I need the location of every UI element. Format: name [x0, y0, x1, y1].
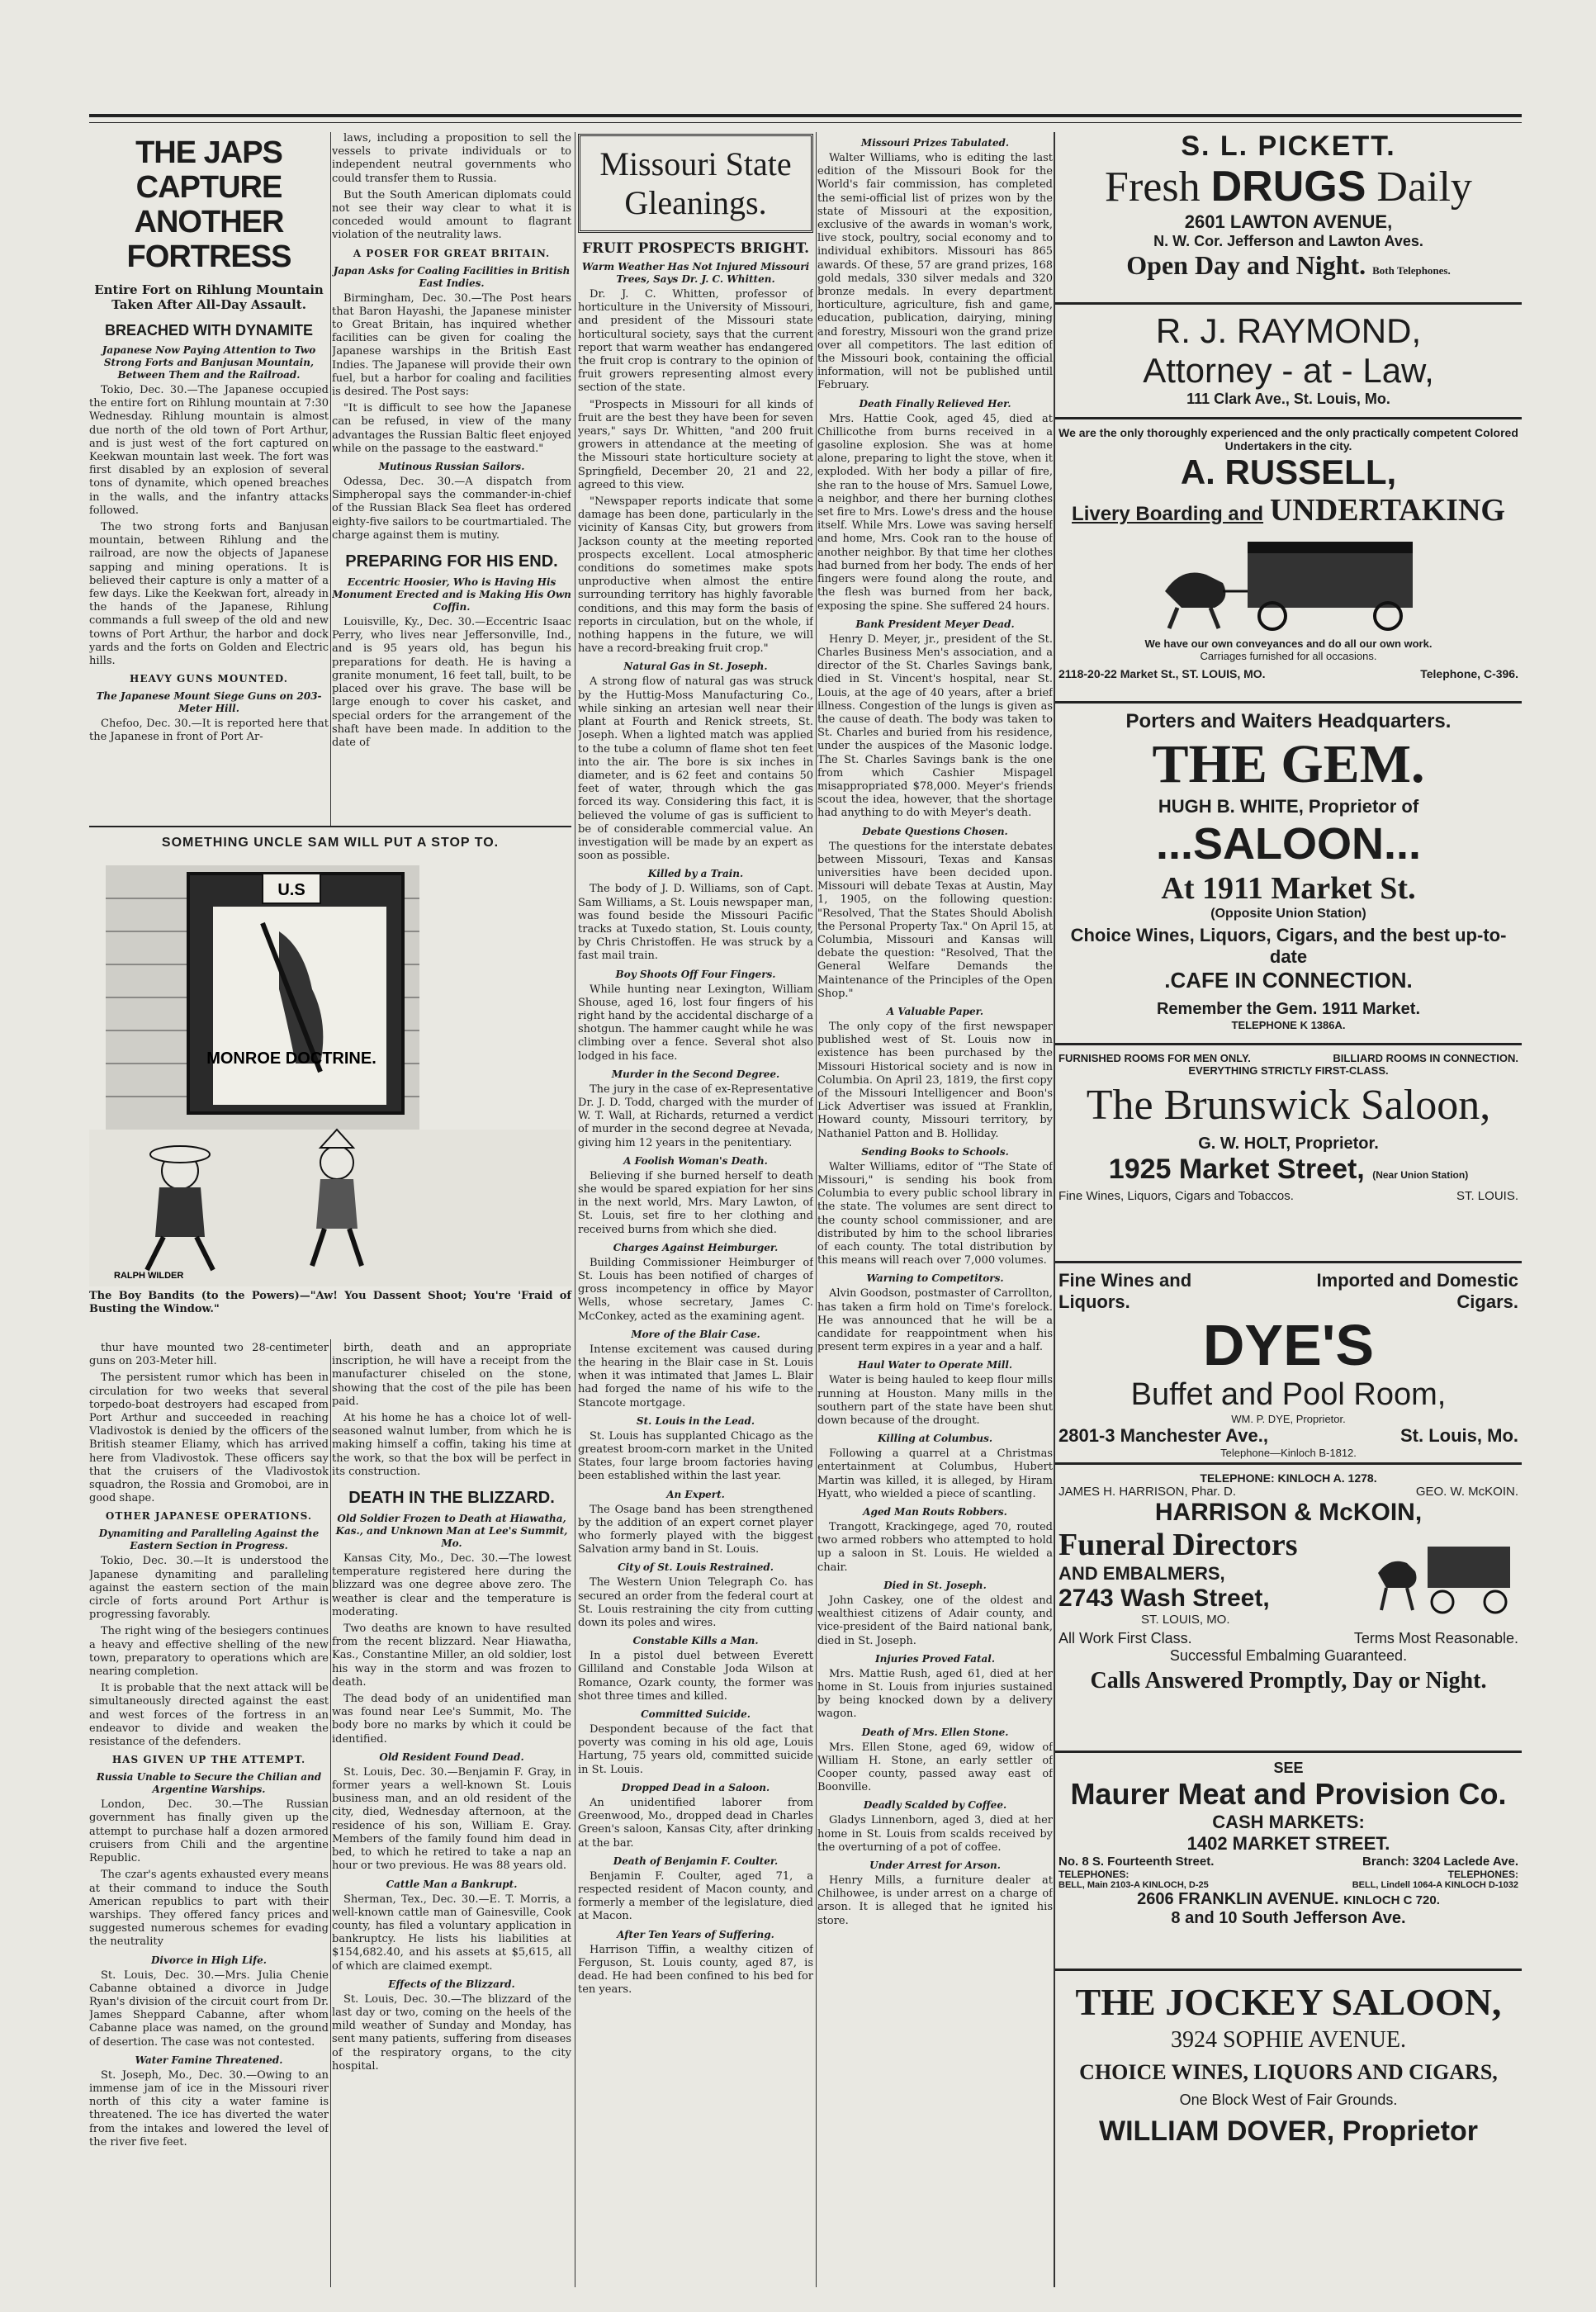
hm-right: GEO. W. McKOIN.	[1415, 1485, 1518, 1499]
gem-telephone: TELEPHONE K 1386A.	[1231, 1019, 1346, 1031]
maurer-kinloch: KINLOCH C 720.	[1343, 1893, 1440, 1907]
paragraph: The only copy of the first newspaper published west of St. Louis now in existence has been purchased by the Missouri Historical society and is now in Columbia. On April 23, 1819, the first copy of the Missouri Intelligencer and Boon's Lick Advertiser was issued at Franklin, Howard county, Missouri territory, by Nathaniel Patton and B. Holliday.	[817, 1020, 1053, 1140]
subhead-tiffin: After Ten Years of Suffering.	[617, 1928, 774, 1940]
paragraph: Sherman, Tex., Dec. 30.—E. T. Morris, a well-known cattle man of Gainesville, Cook county, has filed a voluntary application in bankruptcy. He lists his liabilities at $154,682.40, and his assets at $5,615, all of which are claimed exempt.	[332, 1893, 571, 1973]
gem-remember: Remember the Gem. 1911 Market.	[1156, 1000, 1421, 1018]
ad-pickett	[1055, 124, 1522, 305]
hm-successful: Successful Embalming Guaranteed.	[1169, 1647, 1408, 1664]
maurer-bell-1: BELL, Main 2103-A KINLOCH, D-25	[1058, 1880, 1209, 1890]
pickett-name: S. L. PICKETT.	[1181, 130, 1396, 162]
raymond-title: Attorney - at - Law,	[1143, 351, 1434, 390]
paragraph: The questions for the interstate debates between Missouri, Texas and Kansas universities have been decided upon. Missouri will debate Texas at Austin, May 1, 1905, on the following question: "Resolved, That the States Should Abolish the Personal Property Tax." On April 15, at Columbia, Missouri and Kansas will debate the question: "Resolved, That the General Welfare Demands the Maintenance of the Principles of the Open Shop."	[817, 840, 1053, 1000]
gem-opposite: (Opposite Union Station)	[1210, 907, 1366, 921]
hm-name: HARRISON & McKOIN,	[1154, 1499, 1423, 1526]
russell-bottom-row	[1058, 667, 1518, 680]
headline-japs: THE JAPS CAPTURE ANOTHER FORTRESS	[126, 135, 291, 274]
column-2	[332, 132, 571, 822]
paragraph: Tokio, Dec. 30.—It is understood the Japanese dynamiting and paralleling against the eastern section of the main circle of forts around Port Arthur is progressing favorably.	[89, 1555, 329, 1622]
hm-funeral: Funeral Directors	[1058, 1528, 1298, 1562]
subhead-foolish: A Foolish Woman's Death.	[623, 1154, 768, 1167]
column-3a	[578, 132, 813, 2287]
paragraph: The two strong forts and Banjusan mountain, between Rihlung and the railroad, are now the objects of Japanese sapping and mining operations. It is believed their capture is only a matter of a few days. Like the Keekwan fort, already in the hands of the Japanese, Rihlung commands a full sweep of the old and new towns of Port Arthur, the harbor and dock yards and the forts on Golden and Electric hills.	[89, 521, 329, 668]
russell-carriages: Carriages furnished for all occasions.	[1200, 650, 1377, 662]
subhead-mutinous: Mutinous Russian Sailors.	[378, 461, 525, 473]
hearse-illustration	[1132, 533, 1446, 632]
cartoon-caption: The Boy Bandits (to the Powers)—"Aw! You Dassent Shoot; You're 'Fraid of Busting the Window."	[89, 1290, 571, 1315]
deck-dynamiting: Dynamiting and Paralleling Against the Eastern Section in Progress.	[98, 1528, 320, 1552]
paragraph: Harrison Tiffin, a wealthy citizen of Ferguson, St. Louis county, aged 87, is dead. He had been confined to his bed for ten years.	[578, 1943, 813, 1997]
maurer-bell-2: BELL, Lindell 1064-A KINLOCH D-1032	[1352, 1880, 1518, 1890]
paragraph: birth, death and an appropriate inscription, he will have a receipt from the manufacturer chiseled on the stone, showing that the cost of the pile has been paid.	[332, 1342, 571, 1408]
paragraph: Trangott, Krackingege, aged 70, routed two armed robbers who attempted to hold up a saloon in St. Louis. He wielded a chair.	[817, 1521, 1053, 1574]
top-rule-thin	[89, 122, 1522, 123]
paragraph: A strong flow of natural gas was struck by the Huttig-Moss Manufacturing Co., while sinking an artesian well near their plant at Fourth and Renick streets, St. Joseph. When a lighted match was applied to the tube a column of flame shot ten feet into the air. The bore is six inches in diameter, and is 62 feet and contains 50 feet of water, through which the gas forced its way. Considering this fact, it is believed the volume of gas is sufficient to be of considerable commercial value. An investigation will be made by an expert as soon as possible.	[578, 675, 813, 863]
subhead-constable: Constable Kills a Man.	[632, 1635, 759, 1647]
top-rule-thick	[89, 114, 1522, 117]
russell-own: We have our own conveyances and do all our own work.	[1144, 637, 1433, 650]
subhead-effects: Effects of the Blizzard.	[388, 1978, 515, 1990]
hm-city: ST. LOUIS, MO.	[1141, 1613, 1230, 1627]
column-1-lower	[89, 1342, 329, 2287]
brunswick-fine: Fine Wines, Liquors, Cigars and Tobaccos.	[1058, 1189, 1294, 1203]
maurer-name: Maurer Meat and Provision Co.	[1070, 1777, 1507, 1811]
maurer-tel-2: TELEPHONES:	[1447, 1869, 1518, 1880]
paragraph: John Caskey, one of the oldest and wealthiest citizens of Adair county, and vice-president of the Baird national bank, died in St. Joseph.	[817, 1594, 1053, 1647]
paragraph: Birmingham, Dec. 30.—The Post hears that Baron Hayashi, the Japanese minister to Great Britain, has inquired whether facilities can be given for coaling the Japanese warships in the British East Indies. The Japanese will provide their own fuel, but a harbor for coaling and facilities is desired. The Post says:	[332, 291, 571, 399]
deck-whitten: Warm Weather Has Not Injured Missouri Trees, Says Dr. J. C. Whitten.	[581, 261, 810, 285]
ad-raymond	[1055, 305, 1522, 419]
paragraph: "Newspaper reports indicate that some damage has been done, particularly in the vicinity of Kansas City, but growers from Jackson county at the meeting reported prospects excellent. Local atmospheric conditions do sometimes make spots unproductive when almost the entire surrounding territory has highly favorable conditions, and this may form the basis of reports in circulation, but on the whole, if nothing happens in the future, we will have a record-breaking fruit crop."	[578, 495, 813, 656]
paragraph: Louisville, Ky., Dec. 30.—Eccentric Isaac Perry, who lives near Jeffersonville, Ind., and is 95 years old, has begun his preparations for death. He is having a granite monument, 16 feet tall, built, to be placed over his grave. The base will be large enough to cover his casket, and special orders for the arrangement of the shaft have been made. In addition to the date of	[332, 616, 571, 749]
paragraph: St. Louis, Dec. 30.—Mrs. Julia Chenie Cabanne obtained a divorce in Judge Ryan's division of the circuit court from Dr. James Sheppard Cabanne, after whom Cabanne place was named, on the ground of desertion. The case was not contested.	[89, 1969, 329, 2049]
paragraph: Mrs. Hattie Cook, aged 45, died at Chillicothe from burns received in a gasoline explosion. She was at home alone, preparing to light the stove, when it exploded. With her body a pillar of fire, she ran to the house of Mrs. Samuel Lowe, a neighbor, and there her burning clothes set fire to Mrs. Lowe's dress and the house itself. While Mrs. Lowe was saving herself and home, Mrs. Cook ran to the house of another neighbor. By that time her clothes had burned from her body. The ends of her fingers were found along the route, and the flesh was burned from her back, exposing the spine. She suffered 24 hours.	[817, 412, 1053, 613]
raymond-address: 111 Clark Ave., St. Louis, Mo.	[1186, 391, 1390, 407]
hm-address: 2743 Wash Street,	[1058, 1585, 1270, 1612]
dye-telephone: Telephone—Kinloch B-1812.	[1220, 1447, 1357, 1459]
russell-undertaking: UNDERTAKING	[1269, 493, 1505, 528]
paragraph: At his home he has a choice lot of well-seasoned walnut lumber, from which he is making himself a coffin, taking his time at the work, so that the box will be perfect in its construction.	[332, 1412, 571, 1478]
subhead-poser: A POSER FOR GREAT BRITAIN.	[353, 247, 551, 259]
ad-jockey	[1055, 1971, 1522, 2191]
subhead-lead: St. Louis in the Lead.	[636, 1414, 755, 1427]
subhead-water: Water Famine Threatened.	[135, 2054, 283, 2066]
paragraph: In a pistol duel between Everett Gilliland and Constable Joda Wilson at Romance, Ozark county, the former was shot three times and killed.	[578, 1650, 813, 1703]
maurer-tel-row	[1058, 1869, 1518, 1880]
masthead-gleanings: Missouri State Gleanings.	[578, 134, 813, 233]
raymond-name: R. J. RAYMOND,	[1155, 311, 1422, 350]
paragraph: Alvin Goodson, postmaster of Carrollton, has taken a firm hold on Time's forelock. He was announced that he will be a candidate for reappointment when his present term expires in a year and a half.	[817, 1287, 1053, 1354]
paragraph: It is probable that the next attack will be simultaneously directed against the east and west forces of the fortress in an endeavor to divide and weaken the resistance of the defenders.	[89, 1682, 329, 1749]
maurer-franklin-row	[1058, 1890, 1518, 1909]
jockey-name: THE JOCKEY SALOON,	[1075, 1981, 1502, 2023]
sign-text: U.S	[277, 881, 305, 899]
subhead-haul: Haul Water to Operate Mill.	[857, 1359, 1013, 1372]
subhead-murder: Murder in the Second Degree.	[611, 1068, 780, 1080]
hm-left: JAMES H. HARRISON, Phar. D.	[1058, 1485, 1237, 1499]
paragraph: Gladys Linnenborn, aged 3, died at her home in St. Louis from scalds received by the overturning of a pot of coffee.	[817, 1814, 1053, 1854]
paragraph: Two deaths are known to have resulted from the recent blizzard. Near Hiawatha, Kas., Constantine Miller, an old soldier, lost his way in the storm and was frozen to death.	[332, 1623, 571, 1689]
paragraph: An unidentified laborer from Greenwood, Mo., dropped dead in Charles Green's saloon, Kansas City, after drinking at the bar.	[578, 1796, 813, 1850]
jockey-proprietor: WILLIAM DOVER, Proprietor	[1099, 2115, 1478, 2147]
pickett-fresh: Fresh	[1105, 163, 1201, 211]
maurer-address-1: 1402 MARKET STREET.	[1186, 1833, 1390, 1854]
paragraph: Walter Williams, editor of "The State of Missouri," is sending his book from Columbia to every public school library in the state. The volumes are sent direct to the county school commissioner, and are distributed by him to the school libraries of each county. The total distribution by this means will reach over 7,000 volumes.	[817, 1160, 1053, 1267]
subhead-fruit: FRUIT PROSPECTS BRIGHT.	[581, 240, 810, 257]
paragraph: Odessa, Dec. 30.—A dispatch from Simpheropal says the commander-in-chief of the Russian Black Sea fleet has ordered eighty-five sailors to be courtmartialed. The charge against them is mutiny.	[332, 476, 571, 542]
brunswick-rooms	[1058, 1052, 1518, 1064]
hm-calls: Calls Answered Promptly, Day or Night.	[1090, 1668, 1487, 1694]
subhead-robbers: Aged Man Routs Robbers.	[863, 1506, 1007, 1518]
funeral-carriage-illustration	[1370, 1532, 1518, 1623]
dye-address-row	[1058, 1425, 1518, 1447]
subhead-charges: Charges Against Heimburger.	[613, 1241, 779, 1253]
subhead-meyer: Bank President Meyer Dead.	[855, 618, 1015, 630]
subhead-cattle: Cattle Man a Bankrupt.	[386, 1878, 518, 1890]
paragraph: "It is difficult to see how the Japanese can be refused, in view of the many advantages the Russian Baltic fleet enjoyed while on the passage to the eastward."	[332, 402, 571, 455]
deck-coaling: Japan Asks for Coaling Facilities in British East Indies.	[333, 264, 571, 289]
pickett-open-row	[1058, 250, 1518, 281]
paragraph: St. Louis, Dec. 30.—Benjamin F. Gray, in former years a well-known St. Louis business man, and an old resident of the city, died, Wednesday afternoon, at the residence of his son, William E. Gray. Members of the family found him dead in bed, to which he retired to take a nap an hour or two previous. He was 88 years old.	[332, 1765, 571, 1873]
subhead-joseph: Died in St. Joseph.	[883, 1579, 987, 1591]
brunswick-furnished: FURNISHED ROOMS FOR MEN ONLY.	[1058, 1052, 1251, 1064]
paragraph: Believing if she burned herself to death she would be spared expiation for her sins in the next world, Mrs. Mary Lawton, of St. Louis, set fire to her clothing and received burns from which she died.	[578, 1169, 813, 1236]
sign-plate	[263, 874, 320, 903]
gem-cafe: .CAFE IN CONNECTION.	[1164, 968, 1413, 993]
subhead-fatal: Injuries Proved Fatal.	[874, 1652, 996, 1665]
dye-address: 2801-3 Manchester Ave.,	[1058, 1425, 1268, 1446]
window-text: MONROE DOCTRINE.	[206, 1049, 377, 1068]
ad-maurer	[1055, 1753, 1522, 1971]
paragraph: Intense excitement was caused during the hearing in the Blair case in St. Louis when it was intimated that James L. Blair had forged the name of his wife to the Stancote mortgage.	[578, 1343, 813, 1409]
window-text-line	[206, 1049, 377, 1068]
pickett-fresh-drugs-daily	[1058, 163, 1518, 211]
jockey-choice: CHOICE WINES, LIQUORS AND CIGARS,	[1079, 2060, 1498, 2084]
paragraph: But the South American diplomats could not see their way clear to what it is conceded would amount to flagrant violation of the neutrality laws.	[332, 188, 571, 242]
dye-fine: Fine Wines and Liquors.	[1058, 1270, 1192, 1312]
subhead-books: Sending Books to Schools.	[861, 1145, 1009, 1158]
paragraph: thur have mounted two 28-centimeter guns on 203-Meter hill.	[89, 1342, 329, 1368]
column-3	[578, 132, 1053, 2287]
deck-rihlung: Entire Fort on Rihlung Mountain Taken After All-Day Assault.	[94, 282, 324, 312]
maurer-tel-1: TELEPHONES:	[1058, 1869, 1130, 1880]
deck-frozen: Old Soldier Frozen to Death at Hiawatha, Kas., and Unknown Man at Lee's Summit, Mo.	[335, 1513, 568, 1550]
deck-banjusan: Japanese Now Paying Attention to Two Strong Forts and Banjusan Mountain, Between Them and the Railroad.	[102, 344, 316, 381]
paragraph: Tokio, Dec. 30.—The Japanese occupied the entire fort on Rihlung mountain at 7:30 Wednesday. Rihlung mountain is almost due north of the old town of Port Arthur, and is just west of the fort captured on Keekwan mountain last week. The fort was first disabled by an explosion of several tons of dynamite, which opened breaches in the walls, and the infantry attacks followed.	[89, 384, 329, 517]
subhead-paper: A Valuable Paper.	[886, 1005, 984, 1017]
brunswick-name: The Brunswick Saloon,	[1086, 1082, 1491, 1129]
pickett-daily: Daily	[1376, 163, 1472, 211]
dye-imported: Imported and Domestic Cigars.	[1316, 1270, 1518, 1312]
gem-proprietor: HUGH B. WHITE, Proprietor of	[1158, 796, 1419, 817]
hm-work-row	[1058, 1630, 1518, 1647]
paragraph: The body of J. D. Williams, son of Capt. Sam Williams, a St. Louis newspaper man, was found beside the Missouri Pacific tracks at Tuxedo station, St. Louis county, by Chris Christoffen. He was struck by a fast mail train.	[578, 883, 813, 963]
column-3b	[817, 132, 1053, 2287]
dye-city: St. Louis, Mo.	[1400, 1425, 1518, 1446]
dye-proprietor: WM. P. DYE, Proprietor.	[1231, 1413, 1346, 1425]
hm-embalmers: AND EMBALMERS,	[1058, 1563, 1225, 1584]
subhead-gas: Natural Gas in St. Joseph.	[623, 661, 768, 673]
paragraph: Dr. J. C. Whitten, professor of horticulture in the University of Missouri, and president of the Missouri state horticultural society, says that the current report that warm weather has endangered the fruit crop is contrary to the opinion of fruit growers representing almost every section of the state.	[578, 288, 813, 395]
ad-harrison-mckoin	[1055, 1465, 1522, 1753]
subhead-stone: Death of Mrs. Ellen Stone.	[861, 1726, 1009, 1738]
cartoon-block	[89, 826, 571, 1339]
gem-top: Porters and Waiters Headquarters.	[1125, 710, 1452, 732]
russell-livery-row	[1058, 492, 1518, 528]
deck-siege-guns: The Japanese Mount Siege Guns on 203-Meter Hill.	[96, 690, 322, 715]
paragraph: St. Joseph, Mo., Dec. 30.—Owing to an immense jam of ice in the Missouri river north of this city a water famine is threatened. The ice has diverted the water from the intakes and lowered the level of the river five feet.	[89, 2068, 329, 2149]
hm-body	[1058, 1527, 1518, 1627]
ad-russell	[1055, 419, 1522, 704]
russell-tagline: We are the only thoroughly experienced and the only practically competent Colored Undertakers in the city.	[1058, 426, 1518, 452]
maurer-see: SEE	[1273, 1760, 1304, 1776]
subhead-blair: More of the Blair Case.	[631, 1328, 760, 1340]
jockey-block: One Block West of Fair Grounds.	[1179, 2092, 1398, 2108]
paragraph: London, Dec. 30.—The Russian government has finally given up the attempt to purchase half a dozen armored cruisers from Chili and the argentine Republic.	[89, 1798, 329, 1865]
maurer-branch-row	[1058, 1855, 1518, 1869]
brunswick-bottom-row	[1058, 1189, 1518, 1203]
subhead-killing: Killing at Columbus.	[877, 1433, 993, 1445]
deck-hoosier: Eccentric Hoosier, Who is Having His Monument Erected and is Making His Own Coffin.	[332, 576, 571, 614]
russell-livery: Livery Boarding and	[1072, 503, 1264, 525]
subhead-given-up: HAS GIVEN UP THE ATTEMPT.	[111, 1754, 306, 1766]
maurer-south: 8 and 10 South Jefferson Ave.	[1171, 1909, 1406, 1927]
paragraph: "Prospects in Missouri for all kinds of fruit are the best they have been for seven years," says Dr. Whitten, "and 200 fruit growers in attendance at the meeting of the Missouri state horticulture society at Springfield, December 20, 21 and 22, agreed to this view.	[578, 398, 813, 491]
paragraph: The dead body of an unidentified man was found near Lee's Summit, Mo. The body bore no marks by which it could be identified.	[332, 1693, 571, 1746]
subhead-other-ops: OTHER JAPANESE OPERATIONS.	[105, 1510, 313, 1523]
maurer-franklin: 2606 FRANKLIN AVENUE.	[1137, 1890, 1339, 1908]
subhead-union: City of St. Louis Restrained.	[618, 1561, 774, 1574]
ad-brunswick	[1055, 1045, 1522, 1263]
pickett-corner: N. W. Cor. Jefferson and Lawton Aves.	[1153, 233, 1423, 249]
paragraph: Benjamin F. Coulter, aged 71, a respected resident of Macon county, and formerly a member of the legislature, died at Macon.	[578, 1869, 813, 1923]
subhead-old-resident: Old Resident Found Dead.	[379, 1751, 524, 1763]
gem-saloon: ...SALOON...	[1155, 819, 1422, 869]
subhead-divorce: Divorce in High Life.	[150, 1954, 267, 1966]
pickett-both: Both Telephones.	[1372, 264, 1451, 277]
paragraph: St. Louis has supplanted Chicago as the greatest broom-corn market in the United States, four large broom factories having been established within the last year.	[578, 1429, 813, 1483]
subhead-preparing: PREPARING FOR HIS END.	[345, 552, 558, 571]
paragraph: Following a quarrel at a Christmas entertainment at Columbus, Hubert Martin was killed, it is alleged, by Hiram Hyatt, who wielded a piece of scantling.	[817, 1447, 1053, 1500]
paragraph: Walter Williams, who is editing the last edition of the Missouri Book for the World's fair commission, has completed the semi-official list of prizes won by the state of Missouri at the exposition, exclusive of the awards in woman's work, live stock, poultry, social economy and to individual exhibitors. Missouri has 865 awards. Of these, 57 are grand prizes, 168 gold medals, 330 silver medals and 320 bronze medals. In every department horticulture, agriculture, fish and game, education, publication, dairying, mining and forestry, Missouri won the grand prize over all competitors. The last edition of the Missouri book, containing the official information, will not be published until February.	[817, 152, 1053, 392]
gem-choice: Choice Wines, Liquors, Cigars, and the best up-to-date	[1070, 925, 1507, 967]
hm-names-row	[1058, 1485, 1518, 1499]
paragraph: St. Louis, Dec. 30.—The blizzard of the last day or two, coming on the heels of the mild weather of Sunday and Monday, has sent many patients, suffering from diseases of the respiratory organs, to the city hospital.	[332, 1992, 571, 2073]
dye-buffet: Buffet and Pool Room,	[1130, 1377, 1447, 1412]
paragraph: Mrs. Mattie Rush, aged 61, died at her home in St. Louis from injuries sustained by being knocked down by a delivery wagon.	[817, 1667, 1053, 1721]
subhead-suicide: Committed Suicide.	[641, 1708, 751, 1721]
deck-dynamite: BREACHED WITH DYNAMITE	[105, 322, 313, 339]
subhead-train: Killed by a Train.	[647, 868, 744, 880]
hm-text	[1058, 1527, 1298, 1627]
subhead-arson: Under Arrest for Arson.	[869, 1859, 1001, 1871]
russell-name: A. RUSSELL,	[1180, 452, 1397, 491]
dye-top-row	[1058, 1270, 1518, 1313]
paragraph: Kansas City, Mo., Dec. 30.—The lowest temperature registered here during the blizzard was one degree above zero. The weather is clear and the temperature is moderating.	[332, 1552, 571, 1618]
subhead-boy: Boy Shoots Off Four Fingers.	[615, 968, 776, 980]
subhead-coffee: Deadly Scalded by Coffee.	[863, 1799, 1007, 1812]
paragraph: The persistent rumor which has been in circulation for two weeks that several torpedo-boat destroyers had escaped from Port Arthur and succeeded in reaching Vladivostok is denied by the officers of the British steamer Eliamy, which has arrived here from Vladivostok. These officers say that the cruisers of the Vladivostok squadron, the Rossia and Gromoboi, are in good shape.	[89, 1372, 329, 1505]
paragraph: The czar's agents exhausted every means at their command to induce the South American republics to part with their warships. They offered fancy prices and suggested numerous schemes for evading the neutrality	[89, 1869, 329, 1949]
deck-chilian: Russia Unable to Secure the Chilian and Argentine Warships.	[96, 1771, 322, 1796]
paragraph: Building Commissioner Heimburger of St. Louis has been notified of charges of gross incompetency in office by Mayor Wells, whose secretary, James C. McConkey, acted as the examining agent.	[578, 1256, 813, 1323]
brunswick-near: (Near Union Station)	[1372, 1169, 1469, 1181]
dye-name: DYE'S	[1202, 1313, 1375, 1377]
hm-terms: Terms Most Reasonable.	[1353, 1630, 1518, 1646]
subhead-warning: Warning to Competitors.	[866, 1272, 1004, 1285]
brunswick-billiard: BILLIARD ROOMS IN CONNECTION.	[1333, 1052, 1518, 1064]
brunswick-address: 1925 Market Street,	[1108, 1154, 1365, 1185]
subhead-debate: Debate Questions Chosen.	[862, 825, 1008, 837]
russell-address: 2118-20-22 Market St., ST. LOUIS, MO.	[1058, 667, 1266, 680]
paragraph: The jury in the case of ex-Representative Dr. J. D. Todd, charged with the murder of W. T. Wall, at Richards, returned a verdict of murder in the second degree at Nevada, giving him 12 years in the penitentiary.	[578, 1083, 813, 1149]
gem-name: THE GEM.	[1152, 734, 1425, 794]
paragraph: While hunting near Lexington, William Shouse, aged 16, lost four fingers of his right hand by the accidental discharge of a shotgun. The hammer caught while he was climbing over a fence. Several shot also lodged in his face.	[578, 983, 813, 1063]
pickett-drugs: DRUGS	[1210, 163, 1366, 211]
cartoon-illustration	[89, 857, 571, 1286]
maurer-branch: Branch: 3204 Laclede Ave.	[1362, 1855, 1518, 1869]
paragraph: Mrs. Ellen Stone, aged 69, widow of William H. Stone, an early settler of Cooper county, passed away east of Boonville.	[817, 1741, 1053, 1794]
paragraph: The Osage band has been strengthened by the addition of an expert cornet player who formerly played with the biggest Salvation army band in St. Louis.	[578, 1503, 813, 1556]
pickett-open: Open Day and Night.	[1126, 250, 1366, 280]
subhead-coulter: Death of Benjamin F. Coulter.	[613, 1855, 779, 1867]
paragraph: The Western Union Telegraph Co. has secured an order from the federal court at St. Louis restraining the city from cutting down its poles and wires.	[578, 1576, 813, 1630]
paragraph: Henry D. Meyer, jr., president of the St. Charles Business Men's association, and a director of the St. Charles Savings bank, died in St. Vincent's hospital, near St. Louis, at the age of 40 years, after a brief illness. Congestion of the lungs is given as the cause of death. The body was taken to St. Charles and buried from his residence, under the auspices of the Masonic lodge. The St. Charles Savings bank is the one from which Cashier Mispagel misappropriated $78,000. Meyer's friends scout the idea, however, that the shortage had anything to do with Meyer's death.	[817, 632, 1053, 820]
brunswick-first-class: EVERYTHING STRICTLY FIRST-CLASS.	[1188, 1064, 1389, 1077]
subhead-blizzard: DEATH IN THE BLIZZARD.	[348, 1489, 555, 1508]
subhead-expert: An Expert.	[666, 1488, 725, 1500]
maurer-address-2: No. 8 S. Fourteenth Street.	[1058, 1855, 1215, 1869]
brunswick-city: ST. LOUIS.	[1456, 1189, 1518, 1203]
subhead-heavy-guns: HEAVY GUNS MOUNTED.	[130, 673, 288, 685]
russell-telephone: Telephone, C-396.	[1420, 667, 1518, 680]
paragraph: Water is being hauled to keep flour mills running at Houston. Many mills in the southern part of the state have been shut down because of the drought.	[817, 1374, 1053, 1428]
paragraph: The right wing of the besiegers continues a heavy and effective shelling of the new town, preparatory to operations which are nearing completion.	[89, 1625, 329, 1679]
paragraph: Despondent because of the fact that poverty was coming in his old age, Louis Hartung, 75 years old, committed suicide in St. Louis.	[578, 1723, 813, 1776]
gem-at: At 1911 Market St.	[1161, 871, 1416, 906]
ad-dye	[1055, 1263, 1522, 1465]
subhead-saloon-death: Dropped Dead in a Saloon.	[621, 1781, 770, 1793]
artist-signature: RALPH WILDER	[114, 1271, 184, 1281]
ad-gem	[1055, 704, 1522, 1045]
brunswick-proprietor: G. W. HOLT, Proprietor.	[1198, 1135, 1379, 1153]
hm-telephone: TELEPHONE: KINLOCH A. 1278.	[1200, 1471, 1377, 1485]
paragraph: laws, including a proposition to sell the vessels to private individuals or to independent neutral governments who could transfer them to Russia.	[332, 132, 571, 185]
ads-column	[1055, 124, 1522, 2287]
column-2-lower	[332, 1342, 571, 2287]
subhead-prizes: Missouri Prizes Tabulated.	[860, 137, 1010, 149]
maurer-bell-row	[1058, 1880, 1518, 1890]
jockey-address: 3924 SOPHIE AVENUE.	[1171, 2027, 1406, 2053]
pickett-address: 2601 LAWTON AVENUE,	[1184, 211, 1393, 232]
hm-work: All Work First Class.	[1058, 1630, 1192, 1646]
subhead-relieved: Death Finally Relieved Her.	[859, 397, 1011, 410]
paragraph: Chefoo, Dec. 30.—It is reported here that the Japanese in front of Port Ar-	[89, 718, 329, 744]
brunswick-address-row	[1058, 1154, 1518, 1186]
cartoon-title: SOMETHING UNCLE SAM WILL PUT A STOP TO.	[161, 836, 500, 850]
maurer-cash: CASH MARKETS:	[1212, 1812, 1365, 1832]
paragraph: Henry Mills, a furniture dealer at Chilhowee, is under arrest on a charge of arson. It is alleged that he ignited his store.	[817, 1874, 1053, 1927]
